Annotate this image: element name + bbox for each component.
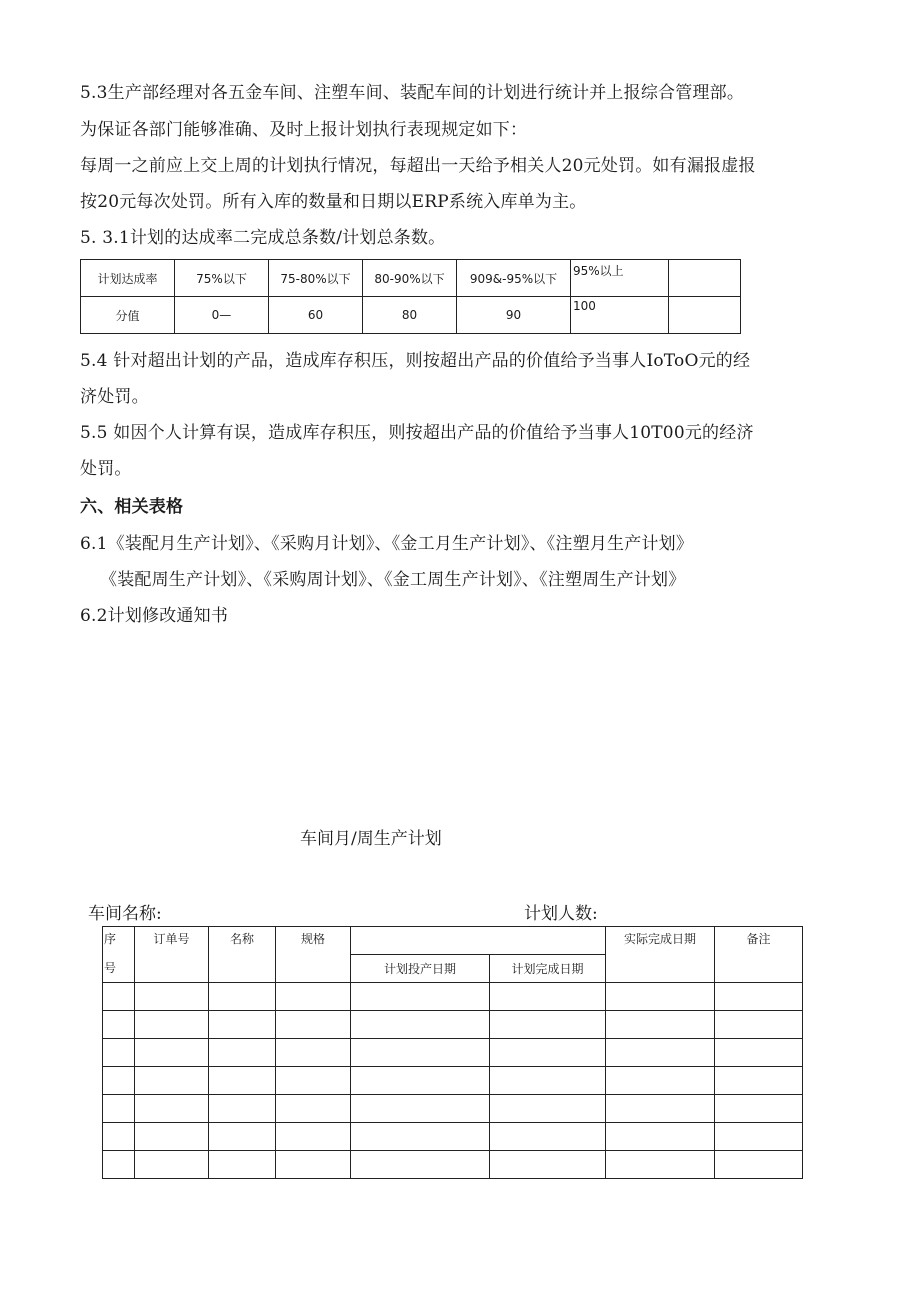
section-heading-6: 六、相关表格 xyxy=(80,497,184,517)
score-cell: 75%以下 xyxy=(175,260,269,297)
paragraph-6-1-line-1: 6.1《装配月生产计划》、《采购月计划》、《金工月生产计划》、《注塑月生产计划》 xyxy=(80,534,694,554)
plan-table-cell xyxy=(276,1011,351,1039)
workshop-name-label: 车间名称: xyxy=(88,904,162,924)
plan-table-cell xyxy=(490,1151,606,1179)
plan-table-cell xyxy=(276,1039,351,1067)
score-cell: 80-90%以下 xyxy=(363,260,457,297)
plan-table-row xyxy=(103,1067,803,1095)
plan-table-cell xyxy=(103,1039,135,1067)
plan-table-cell xyxy=(715,983,803,1011)
paragraph-5-4-line-2: 济处罚。 xyxy=(80,387,149,407)
plan-table-cell xyxy=(135,1011,209,1039)
score-cell: 100 xyxy=(571,297,669,334)
plan-table-cell xyxy=(209,1039,276,1067)
paragraph-5-4-line-1: 5.4 针对超出计划的产品，造成库存积压，则按超出产品的价值给予当事人IoToO元的经 xyxy=(80,351,751,371)
plan-table-cell xyxy=(135,1067,209,1095)
plan-table-cell xyxy=(276,1123,351,1151)
score-cell: 75-80%以下 xyxy=(269,260,363,297)
score-cell: 80 xyxy=(363,297,457,334)
plan-table-cell xyxy=(606,1151,715,1179)
plan-table-cell xyxy=(490,1123,606,1151)
plan-table-cell xyxy=(606,983,715,1011)
spec-header: 规格 xyxy=(276,927,351,983)
plan-table-cell xyxy=(135,1123,209,1151)
paragraph-6-1-line-2: 《装配周生产计划》、《采购周计划》、《金工周生产计划》、《注塑周生产计划》 xyxy=(100,570,686,590)
plan-table-cell xyxy=(103,983,135,1011)
plan-table-body xyxy=(103,983,803,1179)
headcount-label: 计划人数: xyxy=(524,904,598,924)
plan-table-cell xyxy=(209,1011,276,1039)
plan-table-cell xyxy=(276,1095,351,1123)
plan-table-row xyxy=(103,1011,803,1039)
plan-table-cell xyxy=(209,1095,276,1123)
paragraph-5-3-rule-2: 按20元每次处罚。所有入库的数量和日期以ERP系统入库单为主。 xyxy=(80,192,587,212)
seq-header-bottom: 号 xyxy=(104,961,117,975)
plan-table-cell xyxy=(103,1067,135,1095)
plan-table-cell xyxy=(103,1095,135,1123)
seq-header xyxy=(103,927,135,983)
remarks-header: 备注 xyxy=(715,927,803,983)
paragraph-5-3-rule-1: 每周一之前应上交上周的计划执行情况，每超出一天给予相关人20元处罚。如有漏报虚报 xyxy=(80,156,756,176)
score-table-row-rate xyxy=(81,260,741,297)
plan-table-cell xyxy=(490,983,606,1011)
plan-table-cell xyxy=(606,1039,715,1067)
score-cell: 95%以上 xyxy=(571,260,669,297)
score-table xyxy=(80,259,741,334)
plan-form-title: 车间月/周生产计划 xyxy=(300,829,442,849)
plan-table-cell xyxy=(103,1151,135,1179)
plan-table-cell xyxy=(276,983,351,1011)
paragraph-5-5-line-1: 5.5 如因个人计算有误，造成库存积压，则按超出产品的价值给予当事人10T00元的经济 xyxy=(80,423,754,443)
plan-table-cell xyxy=(135,1151,209,1179)
plan-table-cell xyxy=(351,1011,490,1039)
plan-table-cell xyxy=(135,983,209,1011)
plan-date-group-header xyxy=(351,927,606,955)
plan-table-cell xyxy=(209,1123,276,1151)
production-plan-table xyxy=(102,926,803,1179)
plan-header-row xyxy=(103,927,803,955)
plan-table-cell xyxy=(209,983,276,1011)
plan-table-row xyxy=(103,1151,803,1179)
plan-table-cell xyxy=(103,1123,135,1151)
plan-table-cell xyxy=(606,1067,715,1095)
score-cell: 计划达成率 xyxy=(81,260,175,297)
paragraph-6-2: 6.2计划修改通知书 xyxy=(80,606,229,626)
plan-table-row xyxy=(103,1095,803,1123)
score-cell: 0— xyxy=(175,297,269,334)
plan-table-cell xyxy=(276,1151,351,1179)
paragraph-5-5-line-2: 处罚。 xyxy=(80,459,132,479)
plan-table-cell xyxy=(135,1095,209,1123)
plan-table-cell xyxy=(209,1151,276,1179)
paragraph-5-3-1: 5. 3.1计划的达成率二完成总条数/计划总条数。 xyxy=(80,228,446,248)
paragraph-5-3: 5.3生产部经理对各五金车间、注塑车间、装配车间的计划进行统计并上报综合管理部。 xyxy=(80,83,745,103)
plan-table-cell xyxy=(209,1067,276,1095)
score-cell xyxy=(669,297,741,334)
name-header: 名称 xyxy=(209,927,276,983)
start-date-header: 计划投产日期 xyxy=(351,955,490,983)
score-cell: 90 xyxy=(457,297,571,334)
plan-table-cell xyxy=(490,1067,606,1095)
plan-table-row xyxy=(103,1123,803,1151)
plan-table-cell xyxy=(351,1039,490,1067)
score-cell: 分值 xyxy=(81,297,175,334)
plan-table-cell xyxy=(715,1039,803,1067)
plan-table-cell xyxy=(490,1039,606,1067)
order-no-header: 订单号 xyxy=(135,927,209,983)
plan-table-row xyxy=(103,1039,803,1067)
score-table-row-score xyxy=(81,297,741,334)
plan-table-row xyxy=(103,983,803,1011)
plan-table-cell xyxy=(715,1095,803,1123)
score-cell: 60 xyxy=(269,297,363,334)
score-cell: 909&-95%以下 xyxy=(457,260,571,297)
plan-table-cell xyxy=(606,1095,715,1123)
plan-table-cell xyxy=(490,1011,606,1039)
plan-table-cell xyxy=(351,1151,490,1179)
plan-table-cell xyxy=(715,1123,803,1151)
plan-table-cell xyxy=(351,1123,490,1151)
plan-table-cell xyxy=(715,1011,803,1039)
actual-date-header: 实际完成日期 xyxy=(606,927,715,983)
plan-table-cell xyxy=(490,1095,606,1123)
paragraph-5-3-intro: 为保证各部门能够准确、及时上报计划执行表现规定如下： xyxy=(80,120,528,140)
plan-table-cell xyxy=(103,1011,135,1039)
plan-table-cell xyxy=(715,1151,803,1179)
plan-table-cell xyxy=(606,1123,715,1151)
plan-table-cell xyxy=(276,1067,351,1095)
plan-table-cell xyxy=(135,1039,209,1067)
plan-table-cell xyxy=(351,1067,490,1095)
plan-table-cell xyxy=(351,983,490,1011)
score-cell xyxy=(669,260,741,297)
plan-table-cell xyxy=(715,1067,803,1095)
seq-header-top: 序 xyxy=(104,932,117,946)
plan-table-cell xyxy=(606,1011,715,1039)
plan-table-cell xyxy=(351,1095,490,1123)
finish-date-header: 计划完成日期 xyxy=(490,955,606,983)
